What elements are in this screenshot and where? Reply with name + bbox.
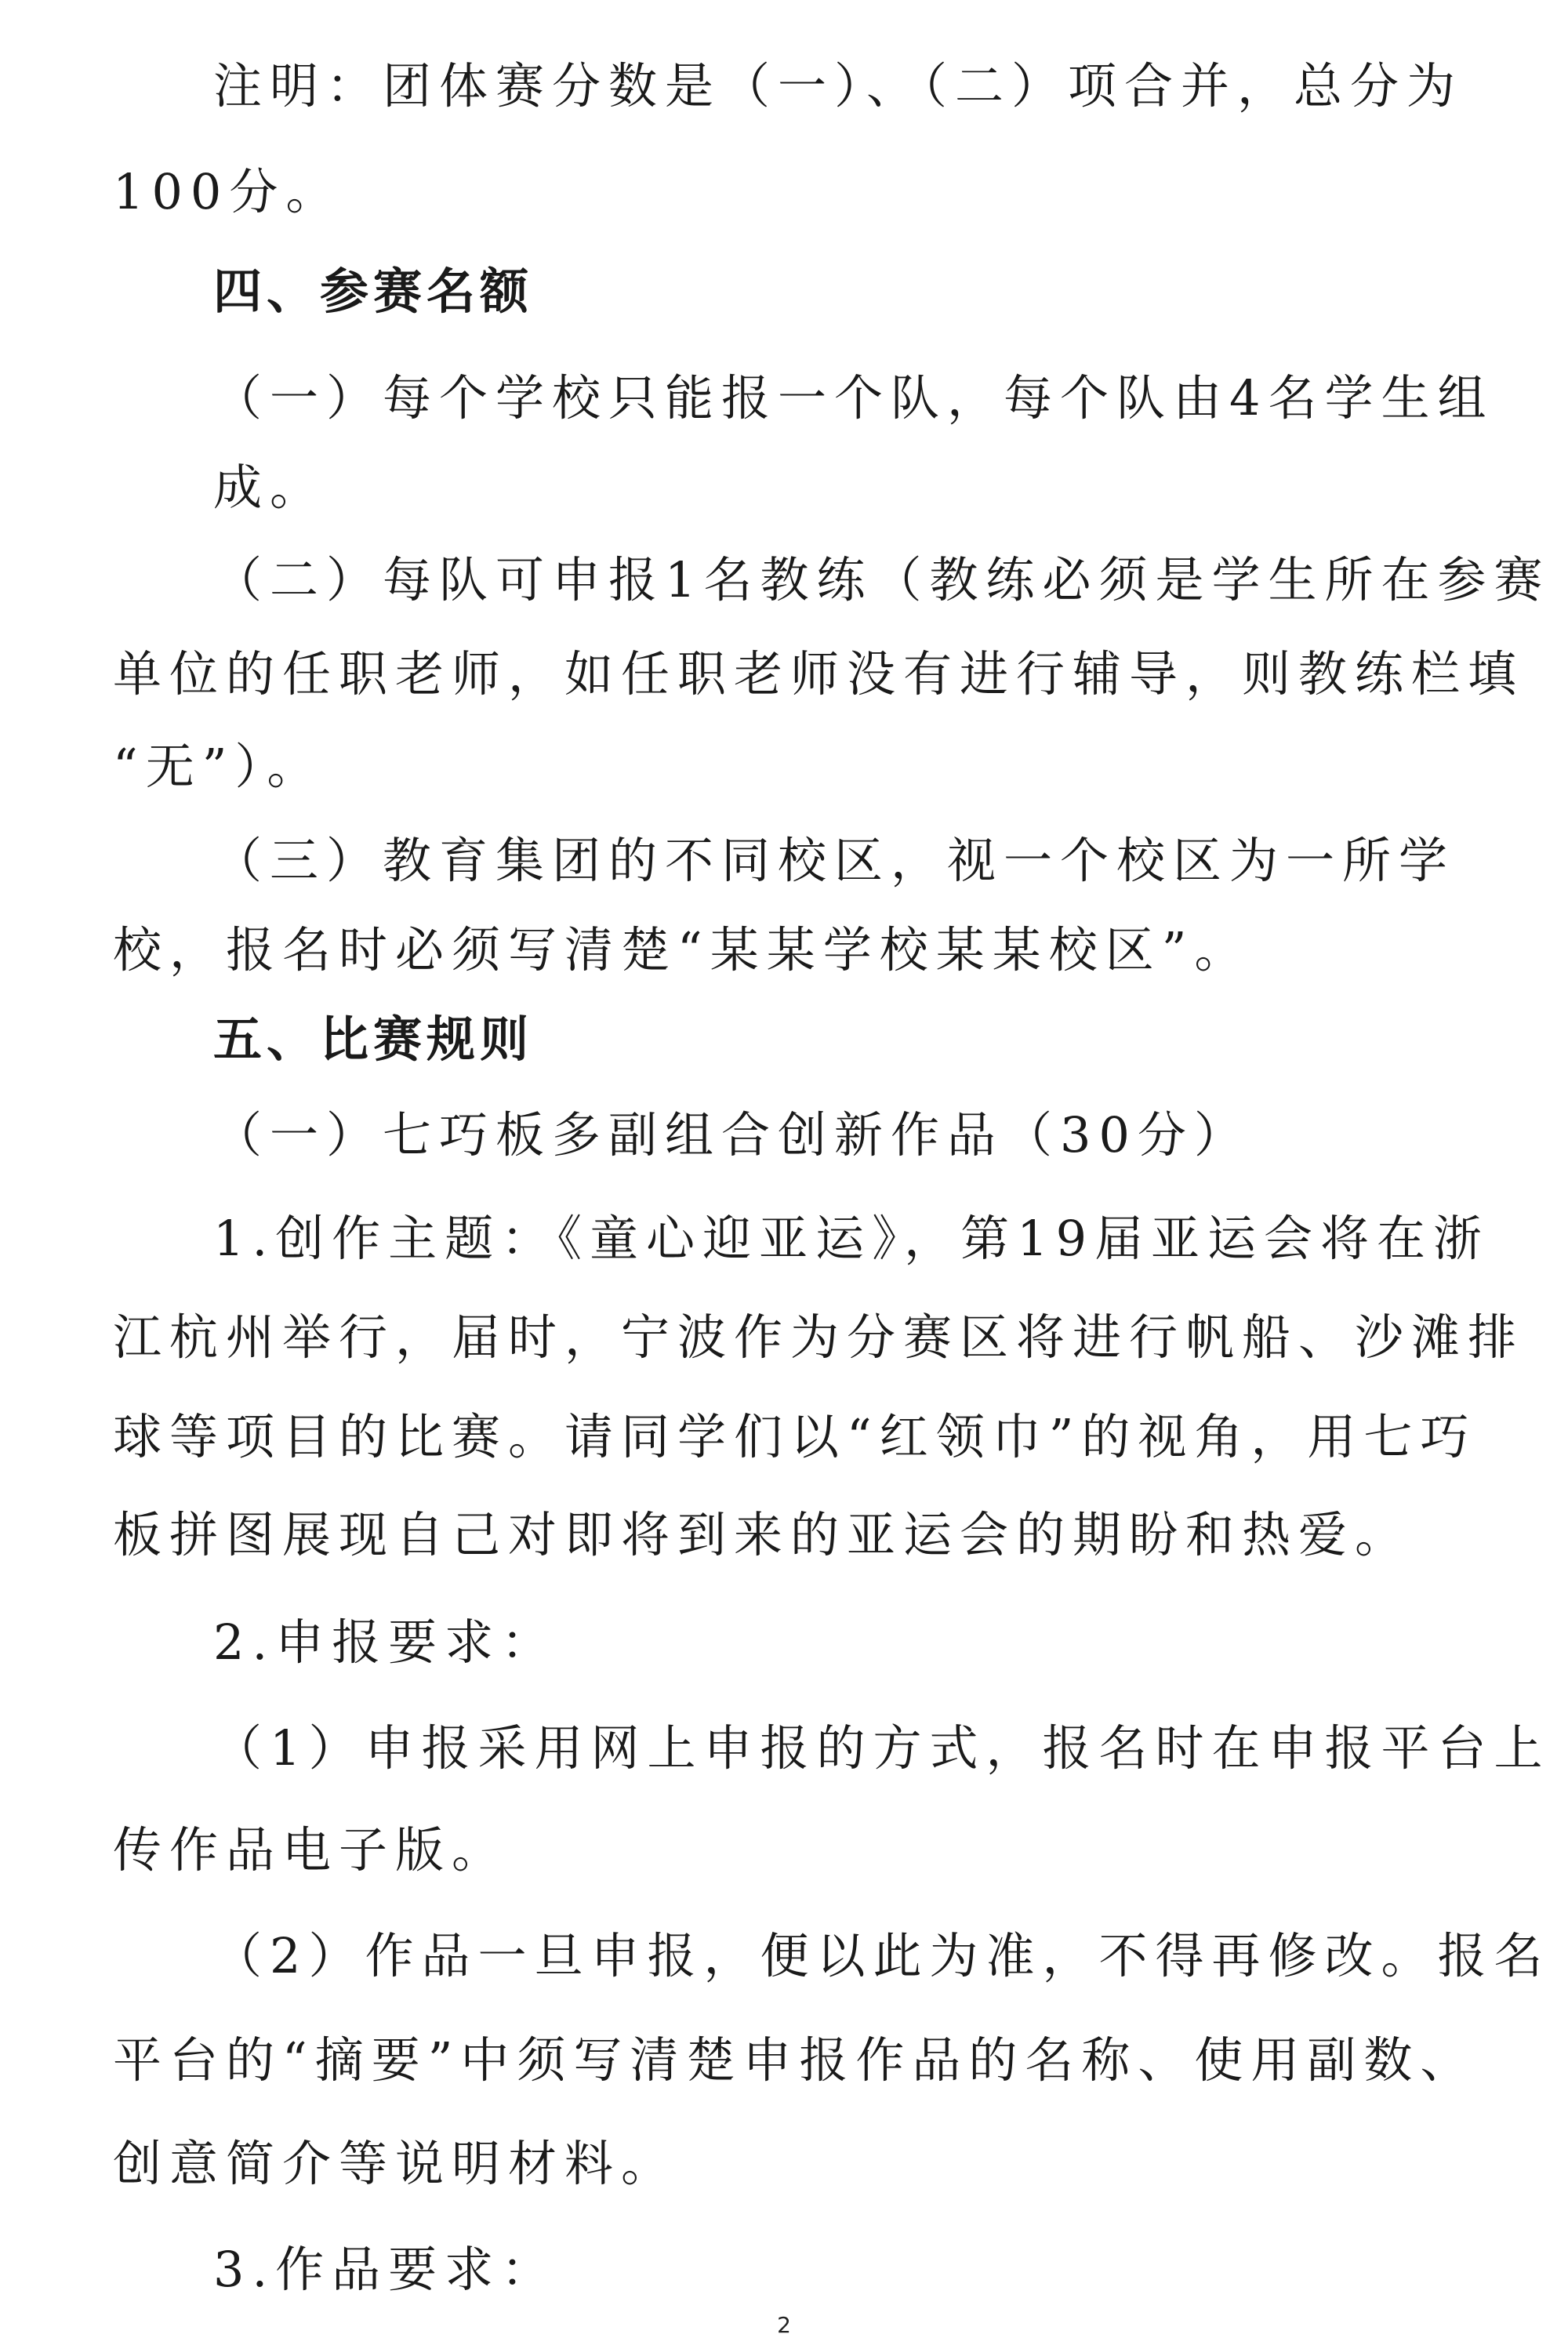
page-number: 2 [777,2312,791,2338]
section-heading-rules: 五、比赛规则 [213,1011,534,1068]
paragraph-line: 板拼图展现自己对即将到来的亚运会的期盼和热爱。 [113,1506,1412,1563]
note-line-2: 100分。 [113,163,343,220]
subheading-line: （一）七巧板多副组合创新作品（30分） [213,1106,1250,1163]
paragraph-line: 成。 [213,459,327,516]
note-line-1: 注明：团体赛分数是（一）、（二）项合并，总分为 [213,57,1464,114]
section-heading-quota: 四、参赛名额 [213,263,534,320]
paragraph-line: （1）申报采用网上申报的方式，报名时在申报平台上 [213,1719,1551,1777]
paragraph-line: （2）作品一旦申报，便以此为准，不得再修改。报名 [213,1927,1551,1984]
paragraph-line: 校，报名时必须写清楚“某某学校某某校区”。 [113,921,1251,978]
paragraph-line: 传作品电子版。 [113,1821,509,1879]
paragraph-line: （一）每个学校只能报一个队，每个队由4名学生组 [213,369,1494,427]
paragraph-line: 2.申报要求： [213,1614,558,1671]
paragraph-line: 平台的“摘要”中须写清楚申报作品的名称、使用副数、 [113,2031,1477,2089]
paragraph-line: “无”）。 [113,738,324,795]
paragraph-line: （二）每队可申报1名教练（教练必须是学生所在参赛 [213,551,1551,608]
paragraph-line: 单位的任职老师，如任职老师没有进行辅导，则教练栏填 [113,645,1525,702]
paragraph-line: 创意简介等说明材料。 [113,2135,678,2192]
paragraph-line: 江杭州举行，届时，宁波作为分赛区将进行帆船、沙滩排 [113,1309,1525,1366]
paragraph-line: 3.作品要求： [213,2241,558,2298]
paragraph-line: （三）教育集团的不同校区，视一个校区为一所学 [213,832,1456,889]
paragraph-line: 1.创作主题：《童心迎亚运》，第19届亚运会将在浙 [213,1210,1490,1267]
paragraph-line: 球等项目的比赛。请同学们以“红领巾”的视角，用七巧 [113,1408,1477,1465]
